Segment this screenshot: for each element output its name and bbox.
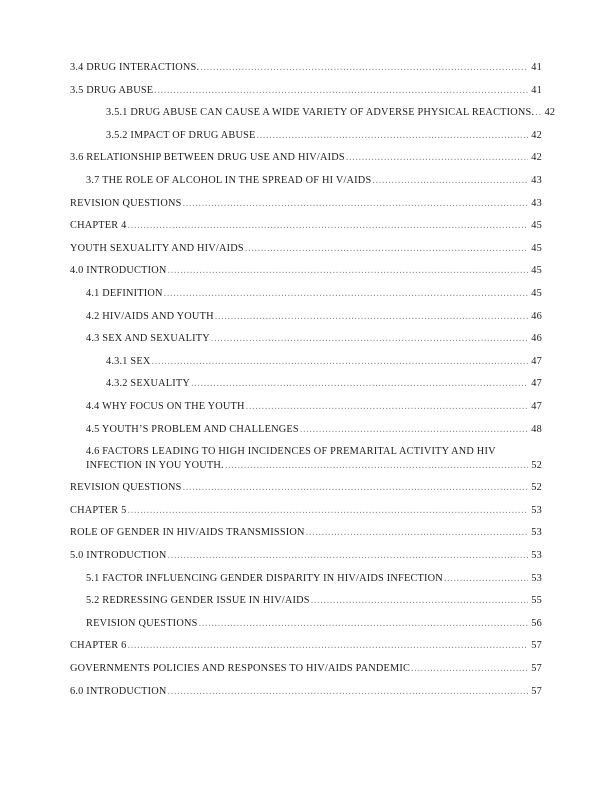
- toc-entry-page-number: 45: [531, 242, 542, 254]
- toc-entry[interactable]: [70, 198, 542, 211]
- toc-entry-title: CHAPTER 6: [70, 640, 127, 652]
- dot-leader: [183, 482, 528, 495]
- toc-entry-title: CHAPTER 4: [70, 220, 127, 232]
- toc-entry-page-number: 42: [531, 129, 542, 141]
- toc-entry-page-number: 53: [531, 572, 542, 584]
- toc-entry-row: [86, 595, 542, 608]
- toc-entry-page-number: 56: [531, 617, 542, 629]
- toc-entry-page-number: 53: [531, 504, 542, 516]
- toc-entry[interactable]: [70, 175, 542, 188]
- dot-leader: [306, 527, 528, 540]
- toc-entry[interactable]: [70, 130, 542, 143]
- toc-entry-row: [70, 85, 542, 98]
- toc-entry-row: [70, 527, 542, 540]
- toc-entry[interactable]: [70, 311, 542, 324]
- toc-entry-row: [86, 573, 542, 586]
- dot-leader: [128, 640, 529, 653]
- dot-leader: [311, 595, 528, 608]
- toc-entry-row: [86, 401, 542, 414]
- dot-leader: [346, 152, 528, 165]
- toc-entry-title: 3.4 DRUG INTERACTIONS.: [70, 62, 200, 73]
- toc-entry-row: [86, 311, 542, 324]
- dot-leader: [411, 663, 528, 676]
- toc-entry-title: 4.3.1 SEX: [106, 355, 151, 367]
- toc-entry-row: [70, 663, 542, 676]
- toc-entry-row: [86, 460, 542, 473]
- dot-leader: [151, 356, 528, 369]
- toc-entry-row: [70, 62, 542, 75]
- toc-entry-title: 5.0 INTRODUCTION: [70, 550, 167, 562]
- toc-entry-row: [70, 243, 542, 256]
- toc-entry[interactable]: [70, 152, 542, 165]
- toc-entry-row: [86, 175, 542, 188]
- toc-entry-title: YOUTH SEXUALITY AND HIV/AIDS: [70, 242, 244, 254]
- toc-entry-title: 3.5.1 DRUG ABUSE CAN CAUSE A WIDE VARIETY OF ADVERSE PHYSICAL REACTIONS.: [106, 107, 535, 119]
- toc-entry-title: 4.5 YOUTH’S PROBLEM AND CHALLENGES: [86, 423, 299, 435]
- toc-entry-title: REVISION QUESTIONS: [70, 197, 182, 209]
- toc-entry-title: 4.1 DEFINITION: [86, 287, 163, 299]
- toc-entry[interactable]: [70, 333, 542, 346]
- toc-entry-page-number: 45: [531, 220, 542, 232]
- toc-entry[interactable]: [70, 573, 542, 586]
- toc-entry[interactable]: [70, 288, 542, 301]
- dot-leader: [372, 175, 528, 188]
- dot-leader: [225, 460, 528, 473]
- toc-entry-page-number: 47: [531, 355, 542, 367]
- toc-entry-page-number: 57: [531, 640, 542, 652]
- dot-leader: [211, 333, 528, 346]
- dot-leader: [128, 220, 529, 233]
- toc-entry-title: 4.4 WHY FOCUS ON THE YOUTH: [86, 400, 245, 412]
- toc-entry-row: [86, 424, 542, 437]
- dot-leader: [245, 243, 528, 256]
- dot-leader: [191, 378, 528, 391]
- toc-entry[interactable]: [70, 686, 542, 699]
- toc-entry[interactable]: [70, 85, 542, 98]
- toc-entry-row: [106, 356, 542, 369]
- dot-leader: [168, 686, 528, 699]
- toc-entry[interactable]: [70, 482, 542, 495]
- toc-entry[interactable]: [70, 107, 556, 120]
- toc-entry-title: 6.0 INTRODUCTION: [70, 685, 167, 697]
- toc-entry-page-number: 41: [531, 62, 542, 73]
- toc-entry-title: 4.2 HIV/AIDS AND YOUTH: [86, 310, 214, 322]
- toc-entry-page-number: 46: [531, 333, 542, 345]
- toc-entry-page-number: 57: [531, 663, 542, 675]
- toc-entry-title: 4.3.2 SEXUALITY: [106, 378, 191, 390]
- toc-entry-row: [106, 130, 542, 143]
- toc-entry-title: 3.7 THE ROLE OF ALCOHOL IN THE SPREAD OF HI V/AIDS: [86, 174, 372, 186]
- toc-entry-row: [106, 107, 556, 120]
- dot-leader: [168, 550, 528, 563]
- toc-entry-page-number: 52: [531, 459, 542, 471]
- toc-entry[interactable]: [70, 401, 542, 414]
- toc-entry-title: 5.1 FACTOR INFLUENCING GENDER DISPARITY IN HIV/AIDS INFECTION: [86, 572, 443, 584]
- toc-entry-page-number: 43: [531, 174, 542, 186]
- toc-entry[interactable]: [70, 527, 542, 540]
- toc-entry[interactable]: [70, 505, 542, 518]
- toc-entry-page-number: 42: [531, 152, 542, 164]
- toc-entry-title: ROLE OF GENDER IN HIV/AIDS TRANSMISSION: [70, 527, 305, 539]
- toc-entry[interactable]: [70, 220, 542, 233]
- toc-entry-row: [70, 198, 542, 211]
- toc-entry-page-number: 48: [531, 423, 542, 435]
- toc-entry-row: [86, 288, 542, 301]
- toc-entry-page-number: 53: [531, 527, 542, 539]
- toc-entry[interactable]: [70, 62, 542, 75]
- toc-entry-page-number: 57: [531, 685, 542, 697]
- toc-entry-title: 4.0 INTRODUCTION: [70, 265, 167, 277]
- toc-entry-page-number: 45: [531, 287, 542, 299]
- dot-leader: [168, 265, 528, 278]
- toc-entry-title: 4.3 SEX AND SEXUALITY: [86, 333, 210, 345]
- toc-entry[interactable]: [70, 356, 542, 369]
- toc-entry-page-number: 46: [531, 310, 542, 322]
- toc-entry[interactable]: [70, 243, 542, 256]
- toc-entry[interactable]: [70, 265, 542, 278]
- toc-entry-title: 3.5.2 IMPACT OF DRUG ABUSE: [106, 129, 256, 141]
- toc-entry[interactable]: [70, 595, 542, 608]
- toc-entry[interactable]: [70, 550, 542, 563]
- toc-entry-page-number: 42: [544, 107, 556, 119]
- toc-entry-row: [70, 220, 542, 233]
- toc-entry-title: 5.2 REDRESSING GENDER ISSUE IN HIV/AIDS: [86, 595, 310, 607]
- toc-entry-row: [70, 265, 542, 278]
- toc-entry-title: GOVERNMENTS POLICIES AND RESPONSES TO HIV/AIDS PANDEMIC: [70, 663, 411, 675]
- dot-leader: [199, 618, 528, 631]
- toc-entry-page-number: 47: [531, 400, 542, 412]
- toc-entry-page-number: 43: [531, 197, 542, 209]
- dot-leader: [300, 424, 528, 437]
- toc-entry-page-number: 45: [531, 265, 542, 277]
- toc-entry[interactable]: [70, 424, 542, 437]
- toc-entry-title: 3.5 DRUG ABUSE: [70, 84, 154, 96]
- toc-entry[interactable]: [70, 640, 542, 653]
- toc-entry-page-number: 53: [531, 550, 542, 562]
- toc-entry-row: [86, 618, 542, 631]
- dot-leader: [215, 311, 528, 324]
- toc-entry-row: [70, 152, 542, 165]
- toc-entry[interactable]: [70, 663, 542, 676]
- dot-leader: [246, 401, 528, 414]
- dot-leader: [154, 85, 528, 98]
- toc-entry[interactable]: [70, 618, 542, 631]
- toc-entry-title-line1: 4.6 FACTORS LEADING TO HIGH INCIDENCES OF PREMARITAL ACTIVITY AND HIV: [86, 446, 496, 458]
- dot-leader: [257, 130, 528, 143]
- dot-leader: [535, 107, 541, 120]
- dot-leader: [444, 573, 528, 586]
- toc-entry-row: [86, 333, 542, 346]
- toc-entry-row: [70, 482, 542, 495]
- toc-entry-row: [106, 378, 542, 391]
- toc-entry-page-number: 41: [531, 84, 542, 96]
- toc-entry-row: [70, 686, 542, 699]
- toc-entry[interactable]: [70, 446, 542, 472]
- toc-entry-row: [70, 640, 542, 653]
- toc-entry[interactable]: [70, 378, 542, 391]
- toc-entry-title: REVISION QUESTIONS: [70, 482, 182, 494]
- dot-leader: [128, 505, 529, 518]
- toc-entry-title: REVISION QUESTIONS: [86, 617, 198, 629]
- toc-entry-page-number: 52: [531, 482, 542, 494]
- toc-entry-page-number: 47: [531, 378, 542, 390]
- dot-leader: [183, 198, 528, 211]
- toc-entry-title: 3.6 RELATIONSHIP BETWEEN DRUG USE AND HIV/AIDS: [70, 152, 345, 164]
- toc-entry-title: CHAPTER 5: [70, 504, 127, 516]
- toc-entry-row: [70, 550, 542, 563]
- dot-leader: [200, 62, 528, 75]
- toc-entry-row: [70, 505, 542, 518]
- toc-entry-title-line2: INFECTION IN YOU YOUTH.: [86, 459, 224, 471]
- toc-entry-page-number: 55: [531, 595, 542, 607]
- toc-entry-list: [70, 62, 556, 698]
- dot-leader: [164, 288, 528, 301]
